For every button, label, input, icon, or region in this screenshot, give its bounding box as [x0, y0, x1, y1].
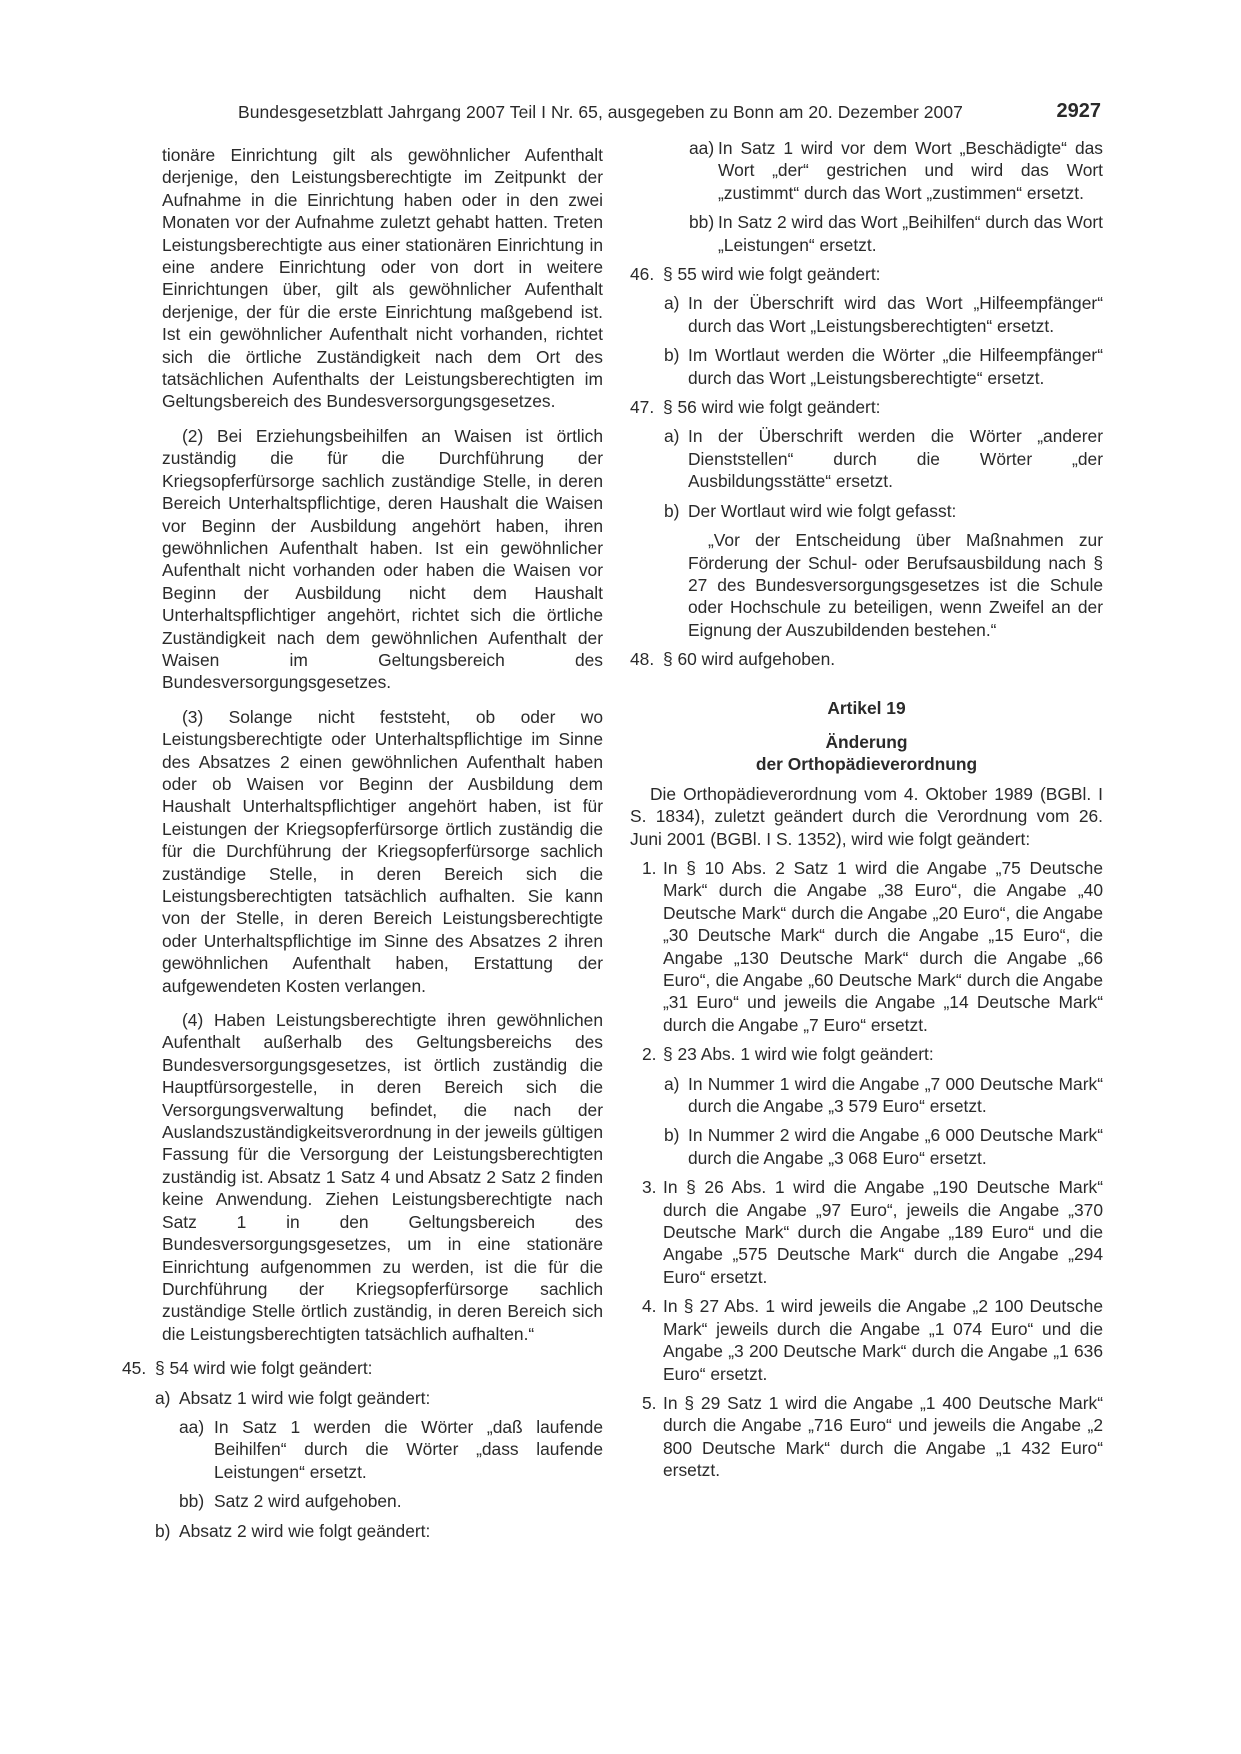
- list-item-text: § 56 wird wie folgt geändert:: [663, 397, 881, 418]
- list-item-text: Der Wortlaut wird wie folgt gefasst:: [688, 500, 957, 521]
- list-item-45b-bb: [630, 211, 1103, 256]
- list-item-label: b): [664, 345, 680, 366]
- list-item-45b: [122, 1520, 603, 1542]
- list-item-label: b): [155, 1520, 171, 1541]
- list-item-label: 45.: [122, 1358, 147, 1379]
- list-item-text: In § 27 Abs. 1 wird jeweils die Angabe „2 100 Deutsche Mark“ jeweils durch die Angabe „1 074 Euro“ und die Angabe „3 200 Deutsche Mark“ durch die Angabe „1 636 Euro“ ersetzt.: [663, 1296, 1103, 1384]
- paragraph-3: (3) Solange nicht feststeht, ob oder wo Leistungsberechtigte oder Unterhaltspflichtige im Sinne des Absatzes 2 einen gewöhnlichen Aufenthalt haben oder ob Waisen vor Beginn der Ausbildung dem Haushalt Unterhaltspflichtiger angehört haben, ist für Leistungen der Kriegsopferfürsorge örtlich zuständig die für die Durchführung der Kriegsopferfürsorge sachlich zuständige Stelle, in deren Bereich sich die Leistungsberechtigten tatsächlich aufhalten. Sie kann von der Stelle, in deren Bereich Leistungsberechtigte oder Unterhaltspflichtige im Sinne des Absatzes 2 ihren gewöhnlichen Aufenthalt haben, Erstattung der aufgewendeten Kosten verlangen.: [162, 706, 603, 996]
- list-item-label: a): [664, 426, 680, 447]
- list-item-45b-aa: [630, 137, 1103, 204]
- list-item-label: a): [155, 1387, 171, 1408]
- left-column: [122, 144, 603, 1542]
- list-item-47b: [630, 500, 1103, 522]
- list-item-label: b): [664, 500, 680, 521]
- paragraph-1-continuation: tionäre Einrichtung gilt als gewöhnlicher Aufenthalt derjenige, den Leistungsberechtigte im Zeitpunkt der Aufnahme in die Einrichtung haben oder in den zwei Monaten vor der Aufnahme zuletzt gehabt hatten. Treten Leistungsberechtigte aus einer stationären Einrichtung in eine andere Einrichtung oder von dort in weitere Einrichtungen über, gilt als gewöhnlicher Aufenthalt derjenige, der für die erste Einrichtung maßgebend ist. Ist ein gewöhnlicher Aufenthalt nicht vorhanden, richtet sich die örtliche Zuständigkeit nach dem Ort des tatsächlichen Aufenthalts der Leistungsberechtigten im Geltungsbereich des Bundesversorgungsgesetzes.: [162, 145, 603, 412]
- list-item-text: § 54 wird wie folgt geändert:: [155, 1358, 373, 1379]
- list-item-label: 47.: [630, 397, 655, 418]
- list-item-text: § 55 wird wie folgt geändert:: [663, 264, 881, 285]
- list-item-47: [630, 396, 1103, 418]
- page-header: [0, 100, 1241, 126]
- list-item-46b: [630, 344, 1103, 389]
- article-item-2b: [630, 1124, 1103, 1169]
- list-item-label: aa): [689, 138, 715, 158]
- list-item-label: 3.: [642, 1177, 657, 1198]
- list-item-text: In Satz 1 werden die Wörter „daß laufende Beihilfen“ durch die Wörter „dass laufende Leistungen“ ersetzt.: [214, 1416, 603, 1482]
- article-item-4: [630, 1295, 1103, 1385]
- list-item-text: In § 29 Satz 1 wird die Angabe „1 400 Deutsche Mark“ durch die Angabe „716 Euro“ und jeweils die Angabe „2 800 Deutsche Mark“ durch die Angabe „1 432 Euro“ ersetzt.: [663, 1392, 1103, 1481]
- list-item-label: 48.: [630, 649, 655, 670]
- list-item-47a: [630, 425, 1103, 492]
- article-item-1: [630, 857, 1103, 1036]
- list-item-text: In Satz 1 wird vor dem Wort „Beschädigte“ das Wort „der“ gestrichen und wird das Wort „zustimmt“ durch das Wort „zustimmen“ ersetzt.: [718, 138, 1103, 203]
- list-item-label: b): [664, 1125, 680, 1146]
- list-item-label: 2.: [642, 1044, 657, 1065]
- right-column: [630, 137, 1103, 1482]
- list-item-text: In Nummer 1 wird die Angabe „7 000 Deutsche Mark“ durch die Angabe „3 579 Euro“ ersetzt.: [688, 1073, 1103, 1117]
- paragraph-2: (2) Bei Erziehungsbeihilfen an Waisen ist örtlich zuständig die für die Durchführung der Kriegsopferfürsorge sachlich zuständige Stelle, in deren Bereich Unterhaltspflichtige, deren Haushalt die Waisen vor Beginn der Ausbildung angehört haben, ihren gewöhnlichen Aufenthalt haben. Ist ein gewöhnlicher Aufenthalt nicht vorhanden oder haben die Waisen vor Beginn der Ausbildung nicht dem Haushalt Unterhaltspflichtiger angehört, richtet sich die örtliche Zuständigkeit nach dem gewöhnlichen Aufenthalt der Waisen im Geltungsbereich des Bundesversorgungsgesetzes.: [162, 425, 603, 693]
- list-item-text: § 23 Abs. 1 wird wie folgt geändert:: [663, 1044, 934, 1065]
- list-item-45: [122, 1357, 603, 1379]
- article-item-5: [630, 1392, 1103, 1482]
- list-item-label: a): [664, 1073, 680, 1094]
- list-item-text: Im Wortlaut werden die Wörter „die Hilfeempfänger“ durch das Wort „Leistungsberechtigte“ ersetzt.: [688, 345, 1103, 388]
- list-item-text: Satz 2 wird aufgehoben.: [214, 1491, 402, 1512]
- list-item-45a-bb: [122, 1490, 603, 1512]
- list-item-label: 4.: [642, 1296, 657, 1317]
- list-item-text: In § 26 Abs. 1 wird die Angabe „190 Deutsche Mark“ durch die Angabe „97 Euro“, jeweils die Angabe „370 Deutsche Mark“ durch die Angabe „189 Euro“ und die Angabe „575 Deutsche Mark“ durch die Angabe „294 Euro“ ersetzt.: [663, 1177, 1103, 1287]
- article-item-3: [630, 1176, 1103, 1288]
- list-item-label: a): [664, 293, 680, 314]
- article-title-line-2: der Orthopädieverordnung: [755, 754, 978, 775]
- list-item-text: § 60 wird aufgehoben.: [663, 649, 836, 670]
- list-item-text: Absatz 2 wird wie folgt geändert:: [179, 1520, 431, 1541]
- quoted-text-47b: „Vor der Entscheidung über Maßnahmen zur Förderung der Schul- oder Berufsausbildung nach § 27 des Bundesversorgungsgesetzes ist die Schule oder Hochschule zu beteiligen, wenn Zweifel an der Eignung der Auszubildenden bestehen.“: [688, 530, 1103, 640]
- list-item-text: Absatz 1 wird wie folgt geändert:: [179, 1387, 431, 1408]
- list-item-label: bb): [689, 212, 715, 233]
- list-item-label: 1.: [642, 857, 657, 878]
- list-item-48: [630, 648, 1103, 670]
- list-item-45a: [122, 1387, 603, 1409]
- list-item-text: In der Überschrift werden die Wörter „anderer Dienststellen“ durch die Wörter „der Ausbildungsstätte“ ersetzt.: [688, 426, 1103, 492]
- list-item-label: 46.: [630, 264, 655, 285]
- list-item-46: [630, 263, 1103, 285]
- article-label: Artikel 19: [827, 697, 906, 718]
- paragraph-4: (4) Haben Leistungsberechtigte ihren gewöhnlichen Aufenthalt außerhalb des Geltungsbereichs des Bundesversorgungsgesetzes, ist örtlich zuständig die Hauptfürsorgestelle, in deren Bereich sich die Versorgungsverwaltung befindet, die nach der Auslandszuständigkeitsverordnung in der jeweils gültigen Fassung für die Versorgung der Leistungsberechtigten zuständig ist. Absatz 1 Satz 4 und Absatz 2 Satz 2 finden keine Anwendung. Ziehen Leistungsberechtigte nach Satz 1 in den Geltungsbereich des Bundesversorgungsgesetzes, um in eine stationäre Einrichtung aufgenommen zu werden, ist die für die Durchführung der Kriegsopferfürsorge sachlich zuständige Stelle örtlich zuständig, in deren Bereich sich die Leistungsberechtigten tatsächlich aufhalten.“: [162, 1010, 603, 1344]
- list-item-label: 5.: [642, 1392, 657, 1413]
- article-intro: Die Orthopädieverordnung vom 4. Oktober 1989 (BGBl. I S. 1834), zuletzt geändert durch die Verordnung vom 26. Juni 2001 (BGBl. I S. 1352), wird wie folgt geändert:: [630, 783, 1103, 849]
- article-item-2a: [630, 1073, 1103, 1118]
- list-item-text: In der Überschrift wird das Wort „Hilfeempfänger“ durch das Wort „Leistungsberechtigten“ ersetzt.: [688, 293, 1103, 336]
- header-title: Bundesgesetzblatt Jahrgang 2007 Teil I Nr. 65, ausgegeben zu Bonn am 20. Dezember 2007: [238, 102, 963, 122]
- article-item-2: [630, 1043, 1103, 1065]
- list-item-45a-aa: [122, 1416, 603, 1483]
- list-item-label: aa): [179, 1416, 205, 1437]
- list-item-label: bb): [179, 1491, 205, 1512]
- article-title-line-1: Änderung: [825, 731, 908, 752]
- list-item-text: In § 10 Abs. 2 Satz 1 wird die Angabe „75 Deutsche Mark“ durch die Angabe „38 Euro“, die Angabe „40 Deutsche Mark“ durch die Angabe „20 Euro“, die Angabe „30 Deutsche Mark“ durch die Angabe „15 Euro“, die Angabe „130 Deutsche Mark“ durch die Angabe „66 Euro“, die Angabe „60 Deutsche Mark“ durch die Angabe „31 Euro“ und jeweils die Angabe „14 Deutsche Mark“ durch die Angabe „7 Euro“ ersetzt.: [663, 857, 1103, 1035]
- list-item-46a: [630, 292, 1103, 337]
- page-number: 2927: [1056, 100, 1101, 122]
- list-item-text: In Satz 2 wird das Wort „Beihilfen“ durch das Wort „Leistungen“ ersetzt.: [718, 212, 1104, 255]
- list-item-text: In Nummer 2 wird die Angabe „6 000 Deutsche Mark“ durch die Angabe „3 068 Euro“ ersetzt.: [688, 1125, 1103, 1168]
